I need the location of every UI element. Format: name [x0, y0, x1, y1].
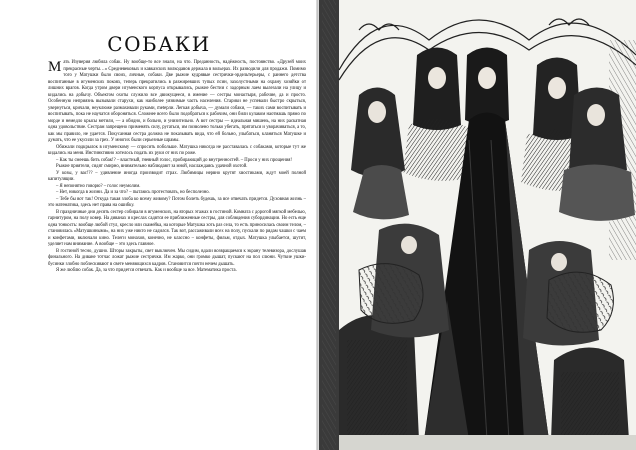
right-page: [319, 0, 636, 450]
paragraph: В праздничные дни десять сестер собирали в игуменских, на вторых этажах в гостиной. Комната с дорогой мягкой мебелью, гарнитуром, на полу ковер. На диванах и креслах садятся ее приближенные сестры, для соблюдения субординации. Но есть еще одна тонкость: вообще любой стул, кресло или скамейка, на которые Матушка хоть раз села, то есть приносилась своим телом, – становилась «Матушкиными», на них уже никто не садился. Так вот, рассаживали всех на полу, пускали по рядам чашки с чаем и конфетами, включали кино. Телеги монахов, конечно, не классно – конфеты, фильм, отдых. Матушка улыбается, шутит, уделяет нам внимание. А вообще – это здесь главное.: [48, 209, 306, 247]
paragraph: – Как ты смеешь бить собак!? – властный, гневный голос, пробирающий до внутренностей. – Проси у них прощения!: [56, 157, 292, 163]
paragraph: Обижали подкрылок в игуменскому — спросить побольше. Матушка никогда не расставалась с собаками, которые тут же кидались на меня. Инстинктивно хотелось подать их руки от них по роже.: [48, 144, 306, 156]
floor: [339, 435, 636, 450]
paragraph: – Я непонятно говорю? – голос неумолим.: [56, 183, 141, 189]
chapter-title: СОБАКИ: [107, 32, 211, 56]
paragraph: У козы, у вас!?? – удивление иногда производит страх. Любимицы нервно крутят хвостиками, ждут моей полной капитуляции.: [48, 170, 306, 182]
dog-left: [359, 264, 423, 324]
paragraph: – Нет, никогда в жизни. Да и за что? – пытаюсь протестовать, но бесполезно.: [56, 190, 210, 195]
dog-right: [547, 272, 613, 332]
paragraph: Мать Изуверия любила собак. Ну вообще-то все знали, на что. Преданность, надёжность, постоянство. «Друзей моих прекрасные черты…» Средневековых и кавказских волкодавов держала в вольерах. Их разводили для продажи. Помимо того у Матушки было своих, личные, собаки. Две рыжие кудрявые сестрички-эрдельтерьеры, с раннего детства воспитанные в игуменских покоях, теперь прекратились в разжиревших тупых псин, захолустными на охрану хозяйки от лишних врагов. Когда утром двери игуменского корпуса открывались, рыжие бестии с задорным лаем вылезали на улицу и кидались на добычу. Объектом охоты служило все движущееся, в имение — сестры монастыря, рабочие, да и просто. Особенную неприязнь вызывали старухи, как наиболее уязвимые часть населения. Старики не успевали быстро скрыться, увернуться, кричали, неуклюже размахивали руками, metерли. Легкая добыча, — думали собаки, — таких сами воспитывать и воспитывать, пока не научатся обороняться. Сложнее всего было подобраться к рабочим, они били кулаком наотмашь прямо по морде и немедло крысы метили, — а обидно, и больно, и унизительно. А вот сестры — идеальная мишень, на них раскатная одна удовольствие. Сестрам запрещено применять силу, ругаться, им позволено только убегать, прятаться и уворачиваться, а то, как мы правило, не удается. Покусанная сестра должна не показывать вида, что ей больно, улыбаться, кланяться Матушке и думать, что ее укусили за грех. У многих были серьезные шрамы.: [48, 59, 306, 143]
drop-cap: М: [48, 59, 62, 75]
paragraph: – Тебе бы вот так! Откуда такая злоба ко всему живому? Потом болеть будешь, за все отвечать придется. Духовная жизнь – это математика, здесь нет права на ошибку.: [48, 196, 306, 208]
paragraph: Рыжие приятели, сидят смирно, внимательно наблюдают за мной, наслаждаясь удачной охотой.: [56, 164, 248, 169]
paragraph: Я же люблю собак. Да, за что придется отвечать. Как и вообще за все. Математика проста.: [56, 268, 237, 273]
paragraph: В гостиной тесно, душно. Шторы закрыты, свет выключен. Мы сидим, вдали возвращаемся к экрану телевизора, дослушав финального. На диване тотчас ложат рыжие сестрички. Им жарко, они громко дышат, пускают на пол слюни. Чуткие ушки-бусинки злобно поблескивают в свете меняющихся кадров. Становится почти нечем дышать.: [48, 248, 306, 267]
body-text: [48, 60, 306, 275]
nuns-and-dogs-illustration: [319, 0, 636, 450]
